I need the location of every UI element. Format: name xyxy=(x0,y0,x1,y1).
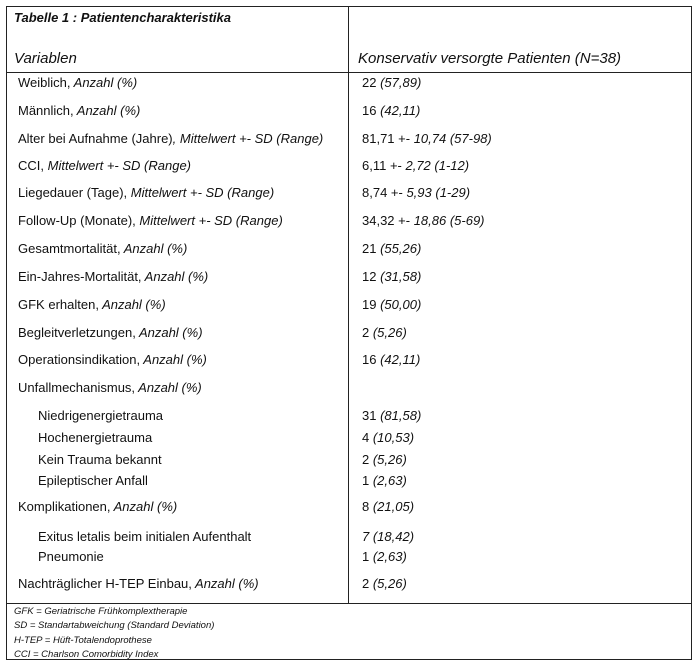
row-value: 21 (55,26) xyxy=(362,241,422,256)
row-label: Pneumonie xyxy=(38,549,104,564)
row-label: Hochenergietrauma xyxy=(38,430,153,445)
row-label: Liegedauer (Tage), Mittelwert +- SD (Range) xyxy=(18,185,275,200)
row-label: Epileptischer Anfall xyxy=(38,473,148,488)
row-value: 12 (31,58) xyxy=(362,269,422,284)
row-label: CCI, Mittelwert +- SD (Range) xyxy=(18,158,192,173)
footnote: SD = Standartabweichung (Standard Deviation) xyxy=(14,620,215,631)
row-value: 6,11 +- 2,72 (1-12) xyxy=(362,158,470,173)
row-value: 81,71 +- 10,74 (57-98) xyxy=(362,131,492,146)
footnote-divider xyxy=(6,603,692,604)
footnote: CCI = Charlson Comorbidity Index xyxy=(14,649,159,660)
row-value: 1 (2,63) xyxy=(362,549,407,564)
table-title: Tabelle 1 : Patientencharakteristika xyxy=(14,10,232,25)
row-value: 34,32 +- 18,86 (5-69) xyxy=(362,213,485,228)
row-label: GFK erhalten, Anzahl (%) xyxy=(18,297,166,312)
row-value: 7 (18,42) xyxy=(362,529,415,544)
row-label: Exitus letalis beim initialen Aufenthalt xyxy=(38,529,252,544)
row-value: 8,74 +- 5,93 (1-29) xyxy=(362,185,471,200)
header-patients: Konservativ versorgte Patienten (N=38) xyxy=(358,50,622,67)
row-value: 2 (5,26) xyxy=(362,576,407,591)
row-label: Weiblich, Anzahl (%) xyxy=(18,75,138,90)
row-value: 16 (42,11) xyxy=(362,352,421,367)
header-divider xyxy=(6,72,692,73)
row-label: Ein-Jahres-Mortalität, Anzahl (%) xyxy=(18,269,209,284)
row-value: 1 (2,63) xyxy=(362,473,407,488)
row-label: Operationsindikation, Anzahl (%) xyxy=(18,352,207,367)
row-label: Alter bei Aufnahme (Jahre), Mittelwert +- SD (Range) xyxy=(18,131,324,146)
row-value: 22 (57,89) xyxy=(362,75,422,90)
row-value: 4 (10,53) xyxy=(362,430,415,445)
row-value: 19 (50,00) xyxy=(362,297,422,312)
row-label: Niedrigenergietrauma xyxy=(38,408,164,423)
row-value: 8 (21,05) xyxy=(362,499,415,514)
row-label: Begleitverletzungen, Anzahl (%) xyxy=(18,325,203,340)
row-label: Gesamtmortalität, Anzahl (%) xyxy=(18,241,188,256)
footnote: GFK = Geriatrische Frühkomplextherapie xyxy=(14,606,188,617)
header-variablen: Variablen xyxy=(14,50,77,67)
footnote: H-TEP = Hüft-Totalendoprothese xyxy=(14,635,152,646)
row-value: 31 (81,58) xyxy=(362,408,422,423)
row-value: 16 (42,11) xyxy=(362,103,421,118)
row-label: Unfallmechanismus, Anzahl (%) xyxy=(18,380,202,395)
row-value: 2 (5,26) xyxy=(362,452,407,467)
row-label: Follow-Up (Monate), Mittelwert +- SD (Range) xyxy=(18,213,283,228)
row-label: Komplikationen, Anzahl (%) xyxy=(18,499,178,514)
column-divider xyxy=(348,6,349,603)
row-label: Nachträglicher H-TEP Einbau, Anzahl (%) xyxy=(18,576,259,591)
row-value: 2 (5,26) xyxy=(362,325,407,340)
row-label: Kein Trauma bekannt xyxy=(38,452,162,467)
row-label: Männlich, Anzahl (%) xyxy=(18,103,141,118)
